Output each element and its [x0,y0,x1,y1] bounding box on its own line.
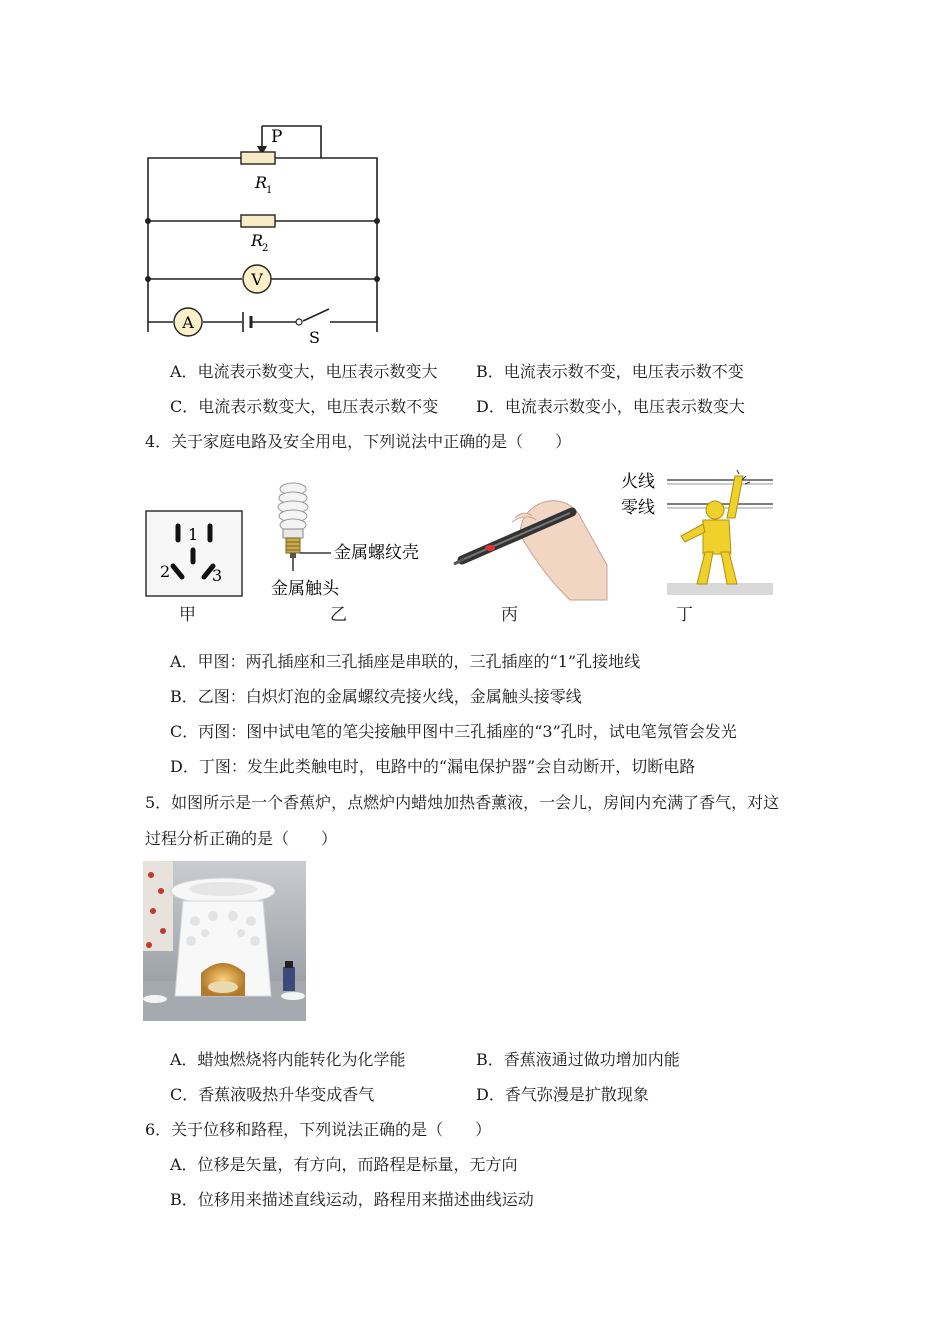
switch-label: S [309,328,320,347]
aroma-burner-photo [143,861,306,1021]
socket-number-1: 1 [188,525,199,544]
q3-option-c: C．电流表示数变大，电压表示数不变 [170,397,439,416]
person-figure [681,476,743,584]
voltmeter-label: V [251,270,263,289]
q3-option-d: D．电流表示数变小，电压表示数变大 [476,397,745,416]
q4-option-c: C．丙图：图中试电笔的笔尖接触甲图中三孔插座的“3”孔时，试电笔氖管会发光 [170,722,737,741]
caption-bing: 丙 [501,605,518,625]
test-pen-figure [452,490,612,605]
q5-option-c: C．香蕉液吸热升华变成香气 [170,1085,375,1104]
caption-jia: 甲 [179,605,196,625]
r1-label: R [255,173,268,192]
q4-option-d: D．丁图：发生此类触电时，电路中的“漏电保护器”会自动断开，切断电路 [170,757,696,776]
bulb-label-shell: 金属螺纹壳 [334,543,419,563]
caption-yi: 乙 [330,605,347,625]
q6-option-b: B．位移用来描述直线运动，路程用来描述曲线运动 [170,1190,534,1209]
q5-stem-line2: 过程分析正确的是（ ） [145,829,338,848]
metal-screw-shell [286,538,300,553]
slider-label: P [271,127,283,147]
electric-shock-figure [617,468,777,598]
q3-option-b: B．电流表示数不变，电压表示数不变 [476,362,744,381]
q5-stem-line1: 5．如图所示是一个香蕉炉，点燃炉内蜡烛加热香薰液，一会儿，房间内充满了香气，对这 [145,793,780,812]
socket-number-3: 3 [212,566,223,585]
live-wire-label: 火线 [621,472,655,492]
socket-figure [145,510,243,597]
q4-stem: 4．关于家庭电路及安全用电，下列说法中正确的是（ ） [145,432,572,451]
q4-option-b: B．乙图：白炽灯泡的金属螺纹壳接火线，金属触头接零线 [170,687,582,706]
resistor-r2 [241,215,275,227]
r2-label: R [251,231,264,250]
floor [667,583,773,595]
q3-option-a: A．电流表示数变大，电压表示数变大 [170,362,438,381]
r2-subscript: 2 [262,243,269,254]
caption-ding: 丁 [676,605,693,625]
ammeter-label: A [182,313,194,332]
q5-option-b: B．香蕉液通过做功增加内能 [476,1050,680,1069]
q5-option-a: A．蜡烛燃烧将内能转化为化学能 [170,1050,406,1069]
q5-option-d: D．香气弥漫是扩散现象 [476,1085,649,1104]
metal-contact [290,553,296,558]
resistor-r1 [241,152,275,164]
q4-option-a: A．甲图：两孔插座和三孔插座是串联的，三孔插座的“1”孔接地线 [170,652,641,671]
cfl-bulb-figure [268,475,438,605]
q6-stem: 6．关于位移和路程，下列说法正确的是（ ） [145,1120,492,1139]
switch-pivot [296,319,302,325]
r1-subscript: 1 [266,185,273,196]
neutral-wire-label: 零线 [621,498,655,518]
q6-option-a: A．位移是矢量，有方向，而路程是标量，无方向 [170,1155,518,1174]
socket-number-2: 2 [160,562,171,581]
bulb-label-contact: 金属触头 [271,579,339,599]
circuit-diagram [140,120,390,350]
